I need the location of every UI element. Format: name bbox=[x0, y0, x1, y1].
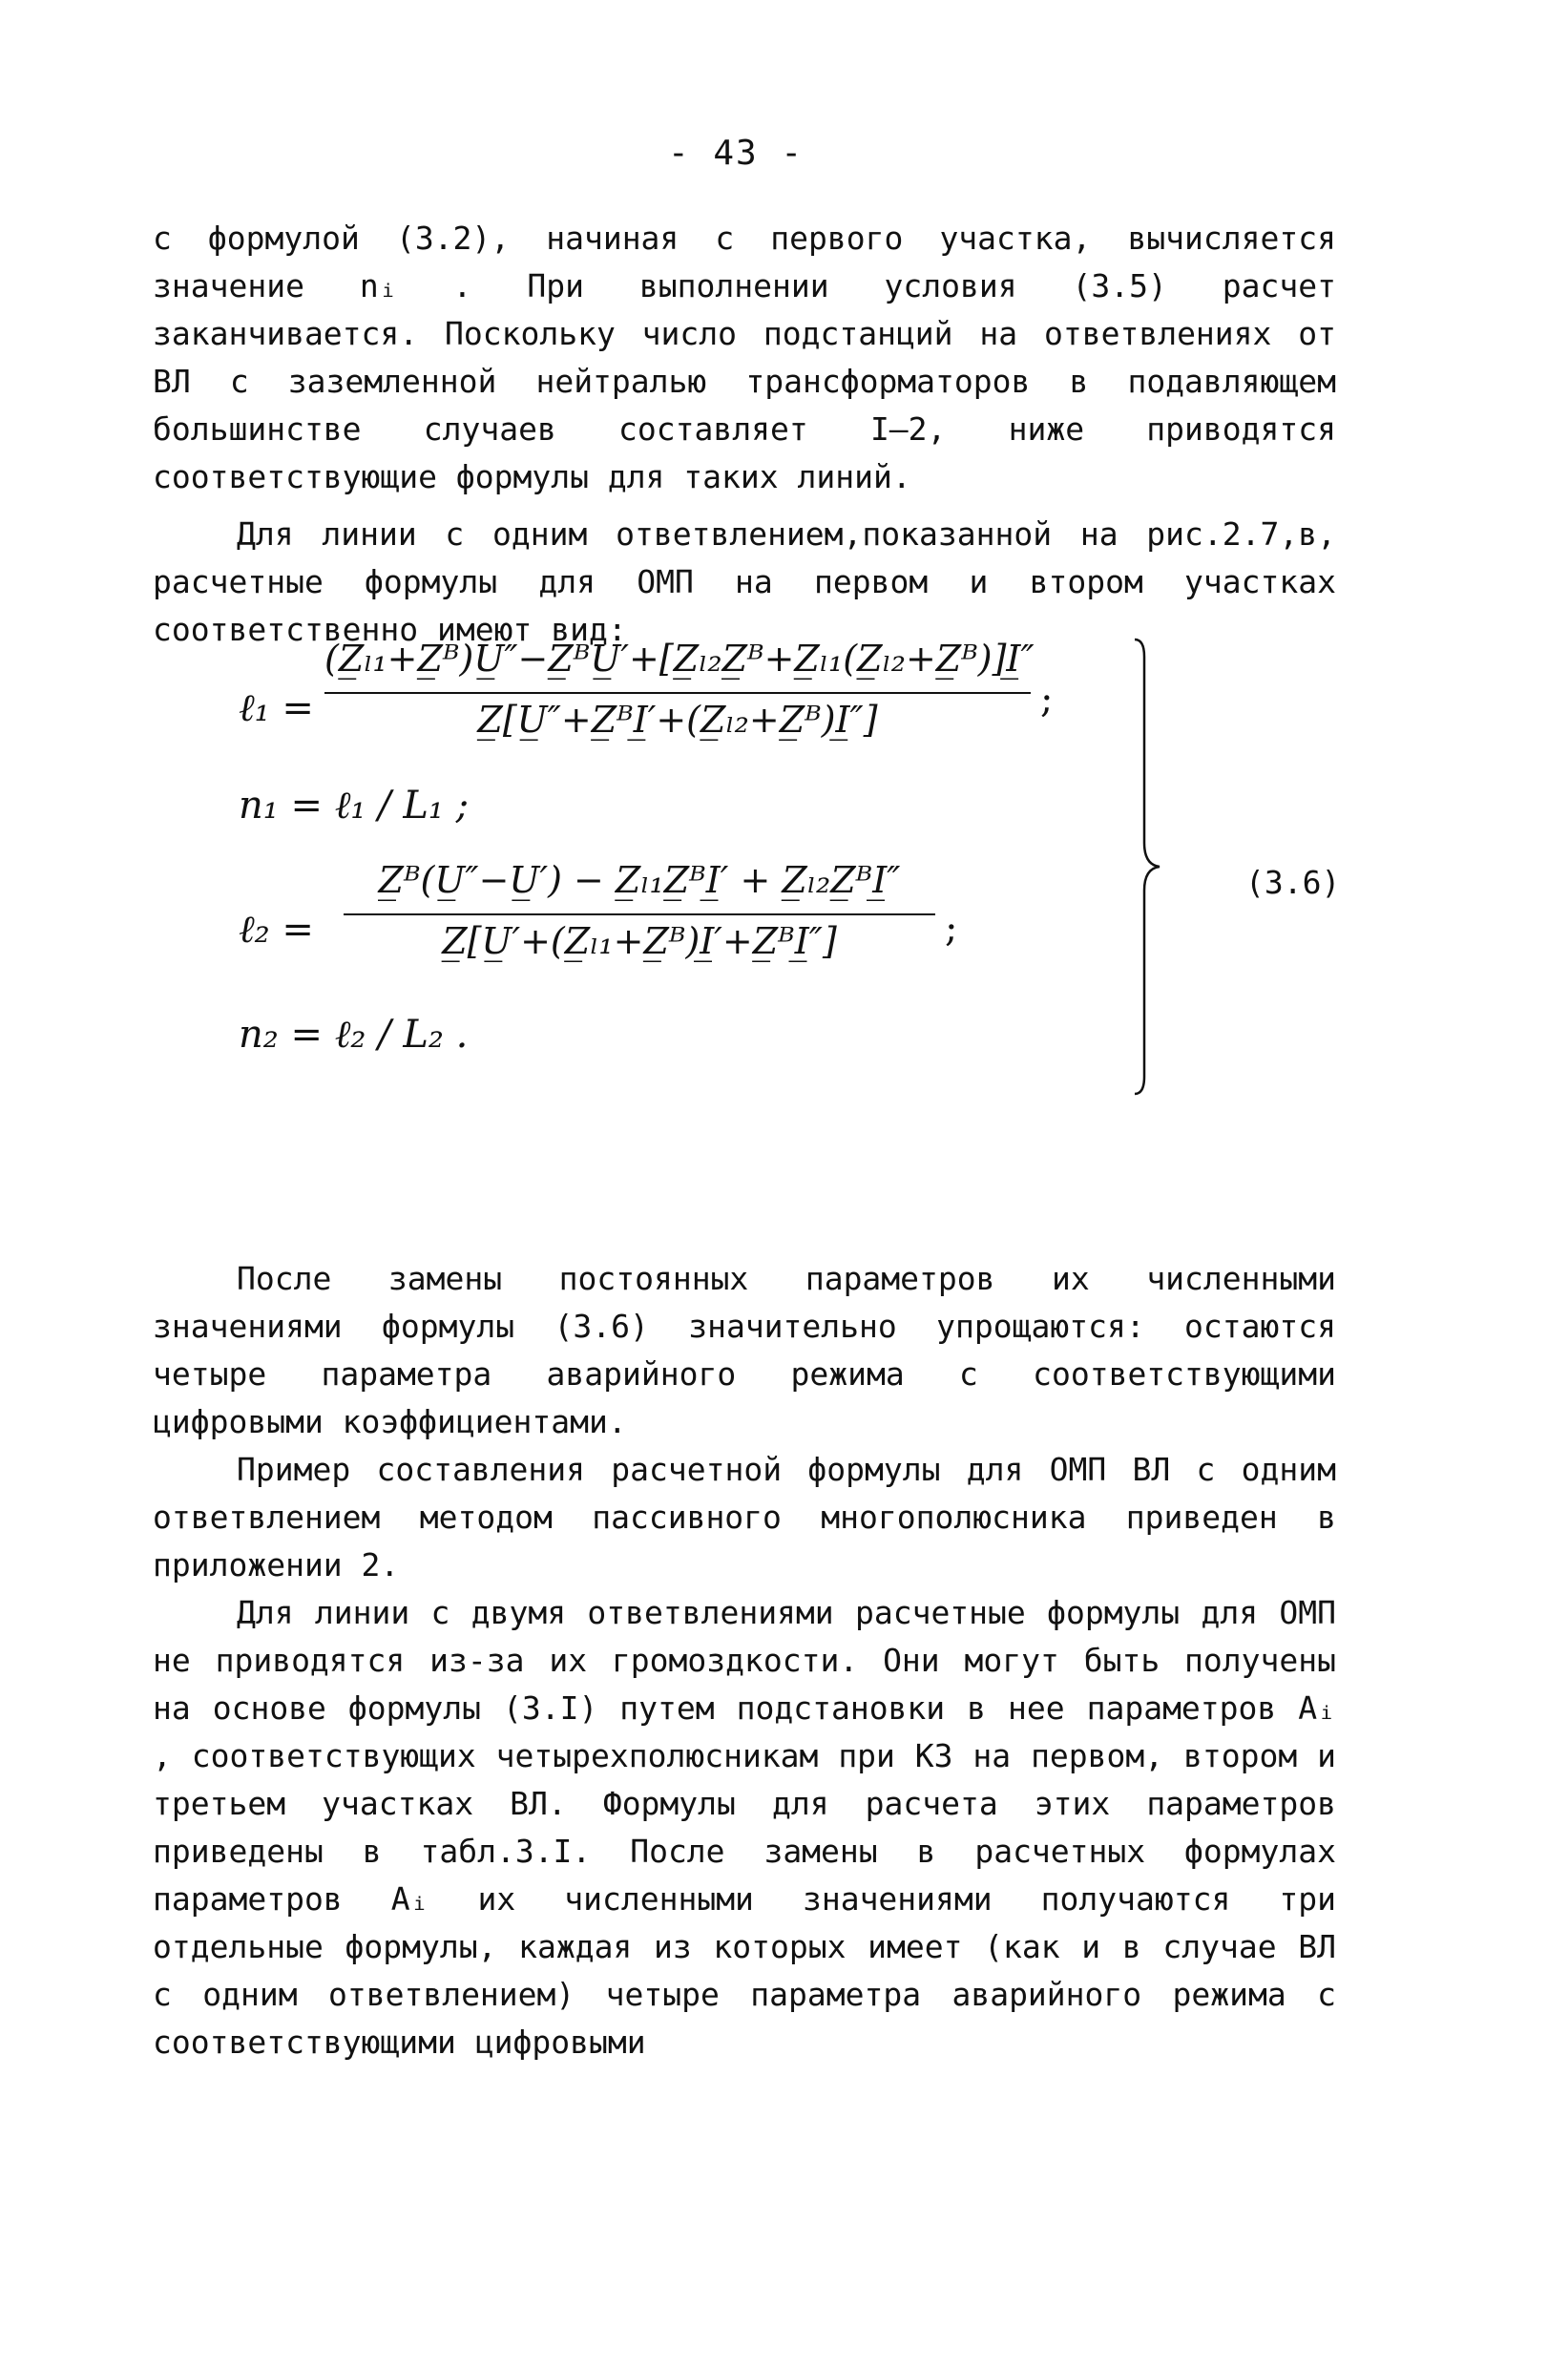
formula-n2: n₂ = ℓ₂ / L₂ . bbox=[239, 1013, 469, 1057]
paragraph-2: Для линии с одним ответвлением,показанной на рис.2.7,в, расчетные формулы для ОМП на первом и втором участках соответственно имеют вид: bbox=[153, 515, 1336, 648]
equation-number: (3.6) bbox=[1245, 864, 1341, 901]
paragraph-5: Для линии с двумя ответвлениями расчетные формулы для ОМП не приводятся из-за их громоздкости. Они могут быть получены на основе формулы (3.I) путем подстановки в нее параметров Aᵢ , соответствующих четырехполюсникам при КЗ на первом, втором и третьем участках ВЛ. Формулы для расчета этих параметров приведены в табл.3.I. После замены в расчетных формулах параметров Aᵢ их численными значениями получаются три отдельные формулы, каждая из которых имеет (как и в случае ВЛ с одним ответвлением) четыре параметра аварийного режима с соответствующими цифровыми bbox=[153, 1594, 1336, 2061]
paragraph-4: Пример составления расчетной формулы для ОМП ВЛ с одним ответвлением методом пассивного многополюсника приведен в приложении 2. bbox=[153, 1451, 1336, 1583]
paragraph-1: с формулой (3.2), начиная с первого участка, вычисляется значение nᵢ . При выполнении условия (3.5) расчет заканчивается. Поскольку число подстанций на ответвлениях от ВЛ с заземленной нейтралью трансформаторов в подавляющем большинстве случаев составляет I–2, ниже приводятся соответствующие формулы для таких линий. bbox=[153, 220, 1336, 495]
formula-n1: n₁ = ℓ₁ / L₁ ; bbox=[239, 784, 470, 828]
formula-l1-fraction-bar bbox=[324, 692, 1031, 694]
formula-l2-fraction bbox=[344, 851, 935, 975]
formula-l1-fraction bbox=[324, 630, 1035, 754]
formula-l2-denominator: Z̲[U̲′+(Z̲ₗ₁+Z̲ᴮ)I̲′+Z̲ᴮI̲″] bbox=[442, 920, 837, 962]
formula-l1-numerator: (Z̲ₗ₁+Z̲ᴮ)U̲″−Z̲ᴮU̲′+[Z̲ₗ₂Z̲ᴮ+Z̲ₗ₁(Z̲ₗ₂+Z̲ᴮ)]I̲″ bbox=[324, 638, 1035, 680]
formula-l2-lhs: ℓ₂ = bbox=[239, 908, 314, 952]
page-number: - 43 - bbox=[668, 134, 805, 173]
formula-l2-semicolon: ; bbox=[945, 907, 958, 951]
formula-l1-lhs: ℓ₁ = bbox=[239, 686, 314, 730]
formula-l2-numerator: Z̲ᴮ(U̲″−U̲′) − Z̲ₗ₁Z̲ᴮI̲′ + Z̲ₗ₂Z̲ᴮI̲″ bbox=[378, 859, 901, 901]
formula-l1-denominator: Z̲[U̲″+Z̲ᴮI̲′+(Z̲ₗ₂+Z̲ᴮ)I̲″] bbox=[477, 699, 878, 741]
right-brace-icon bbox=[1131, 638, 1169, 1096]
formula-l1-semicolon: ; bbox=[1040, 678, 1054, 722]
formula-l2-fraction-bar bbox=[344, 913, 935, 915]
formula-system-3-6 bbox=[239, 630, 1193, 1126]
paragraph-3: После замены постоянных параметров их численными значениями формулы (3.6) значительно упрощаются: остаются четыре параметра аварийного режима с соответствующими цифровыми коэффициентами. bbox=[153, 1260, 1336, 1440]
